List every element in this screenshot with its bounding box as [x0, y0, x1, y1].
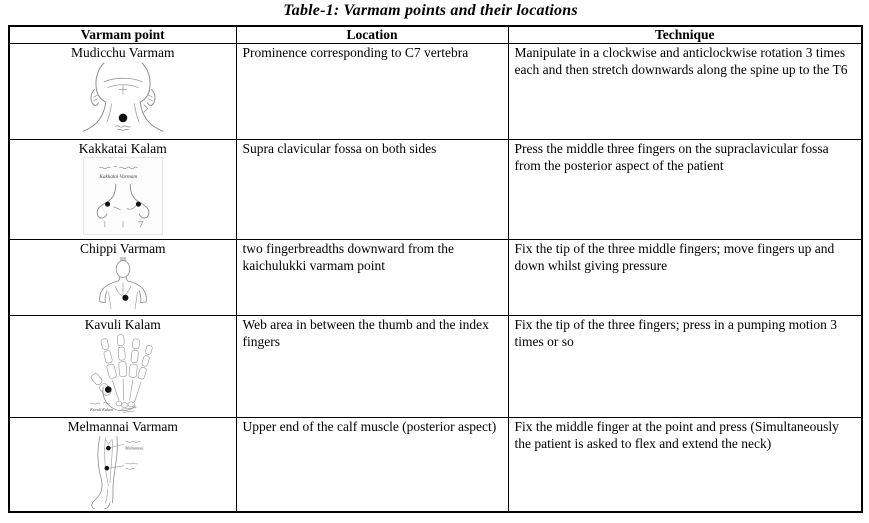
- location-text: Supra clavicular fossa on both sides: [242, 141, 437, 156]
- hand-bones-sketch: [78, 333, 168, 415]
- calf-sketch: [71, 435, 175, 509]
- varmam-point-marker: [104, 466, 109, 471]
- header-technique: Technique: [508, 26, 862, 44]
- varmam-point-marker: [105, 386, 112, 393]
- image-caption: Kavuli Kalam: [89, 406, 113, 412]
- image-caption: Melmannai: [125, 445, 144, 451]
- location-text: Prominence corresponding to C7 vertebra: [242, 45, 469, 60]
- point-name: Chippi Varmam: [79, 241, 166, 256]
- technique-text: Fix the tip of the three middle fingers; move fingers up and down whilst giving pressure: [514, 241, 835, 273]
- technique-text: Press the middle three fingers on the supraclavicular fossa from the posterior aspect of the patient: [514, 141, 829, 173]
- upper-back-torso-illustration: [10, 257, 236, 313]
- table-row: [9, 140, 862, 240]
- header-varmam-point: Varmam point: [9, 26, 236, 44]
- posterior-neck-illustration: [10, 61, 236, 135]
- skeletal-hand-illustration: [10, 333, 236, 415]
- point-name: Kavuli Kalam: [84, 317, 161, 332]
- table-title: Table-1: Varmam points and their locations: [283, 2, 578, 19]
- varmam-point-marker: [136, 202, 141, 207]
- varmam-points-table: [8, 25, 863, 513]
- image-caption: Kakkatai Varmam: [99, 173, 137, 180]
- varmam-point-marker: [105, 202, 110, 207]
- shoulders-clavicle-illustration: [10, 157, 236, 235]
- neck-back-sketch: [74, 61, 172, 135]
- technique-text: Manipulate in a clockwise and anticlockwise rotation 3 times each and then stretch downwards along the spine up to the T6: [514, 45, 848, 77]
- table-row: [9, 44, 862, 140]
- location-text: Web area in between the thumb and the index fingers: [242, 317, 489, 349]
- shoulders-sketch: [82, 157, 164, 235]
- header-row: [9, 26, 862, 44]
- point-name: Melmannai Varmam: [67, 419, 178, 434]
- header-location: Location: [236, 26, 508, 44]
- posterior-calf-illustration: [10, 435, 236, 509]
- point-name: Mudicchu Varmam: [70, 45, 175, 60]
- table-row: [9, 240, 862, 316]
- table-row: [9, 316, 862, 418]
- table-row: [9, 418, 862, 513]
- technique-text: Fix the tip of the three fingers; press in a pumping motion 3 times or so: [514, 317, 837, 349]
- technique-text: Fix the middle finger at the point and press (Simultaneously the patient is asked to flex and extend the neck): [514, 419, 839, 451]
- location-text: Upper end of the calf muscle (posterior aspect): [242, 419, 497, 434]
- point-name: Kakkatai Kalam: [78, 141, 167, 156]
- location-text: two fingerbreadths downward from the kaichulukki varmam point: [242, 241, 454, 273]
- varmam-point-marker: [106, 446, 111, 451]
- varmam-point-marker: [122, 295, 128, 301]
- torso-back-sketch: [95, 257, 151, 313]
- varmam-point-marker: [118, 114, 127, 123]
